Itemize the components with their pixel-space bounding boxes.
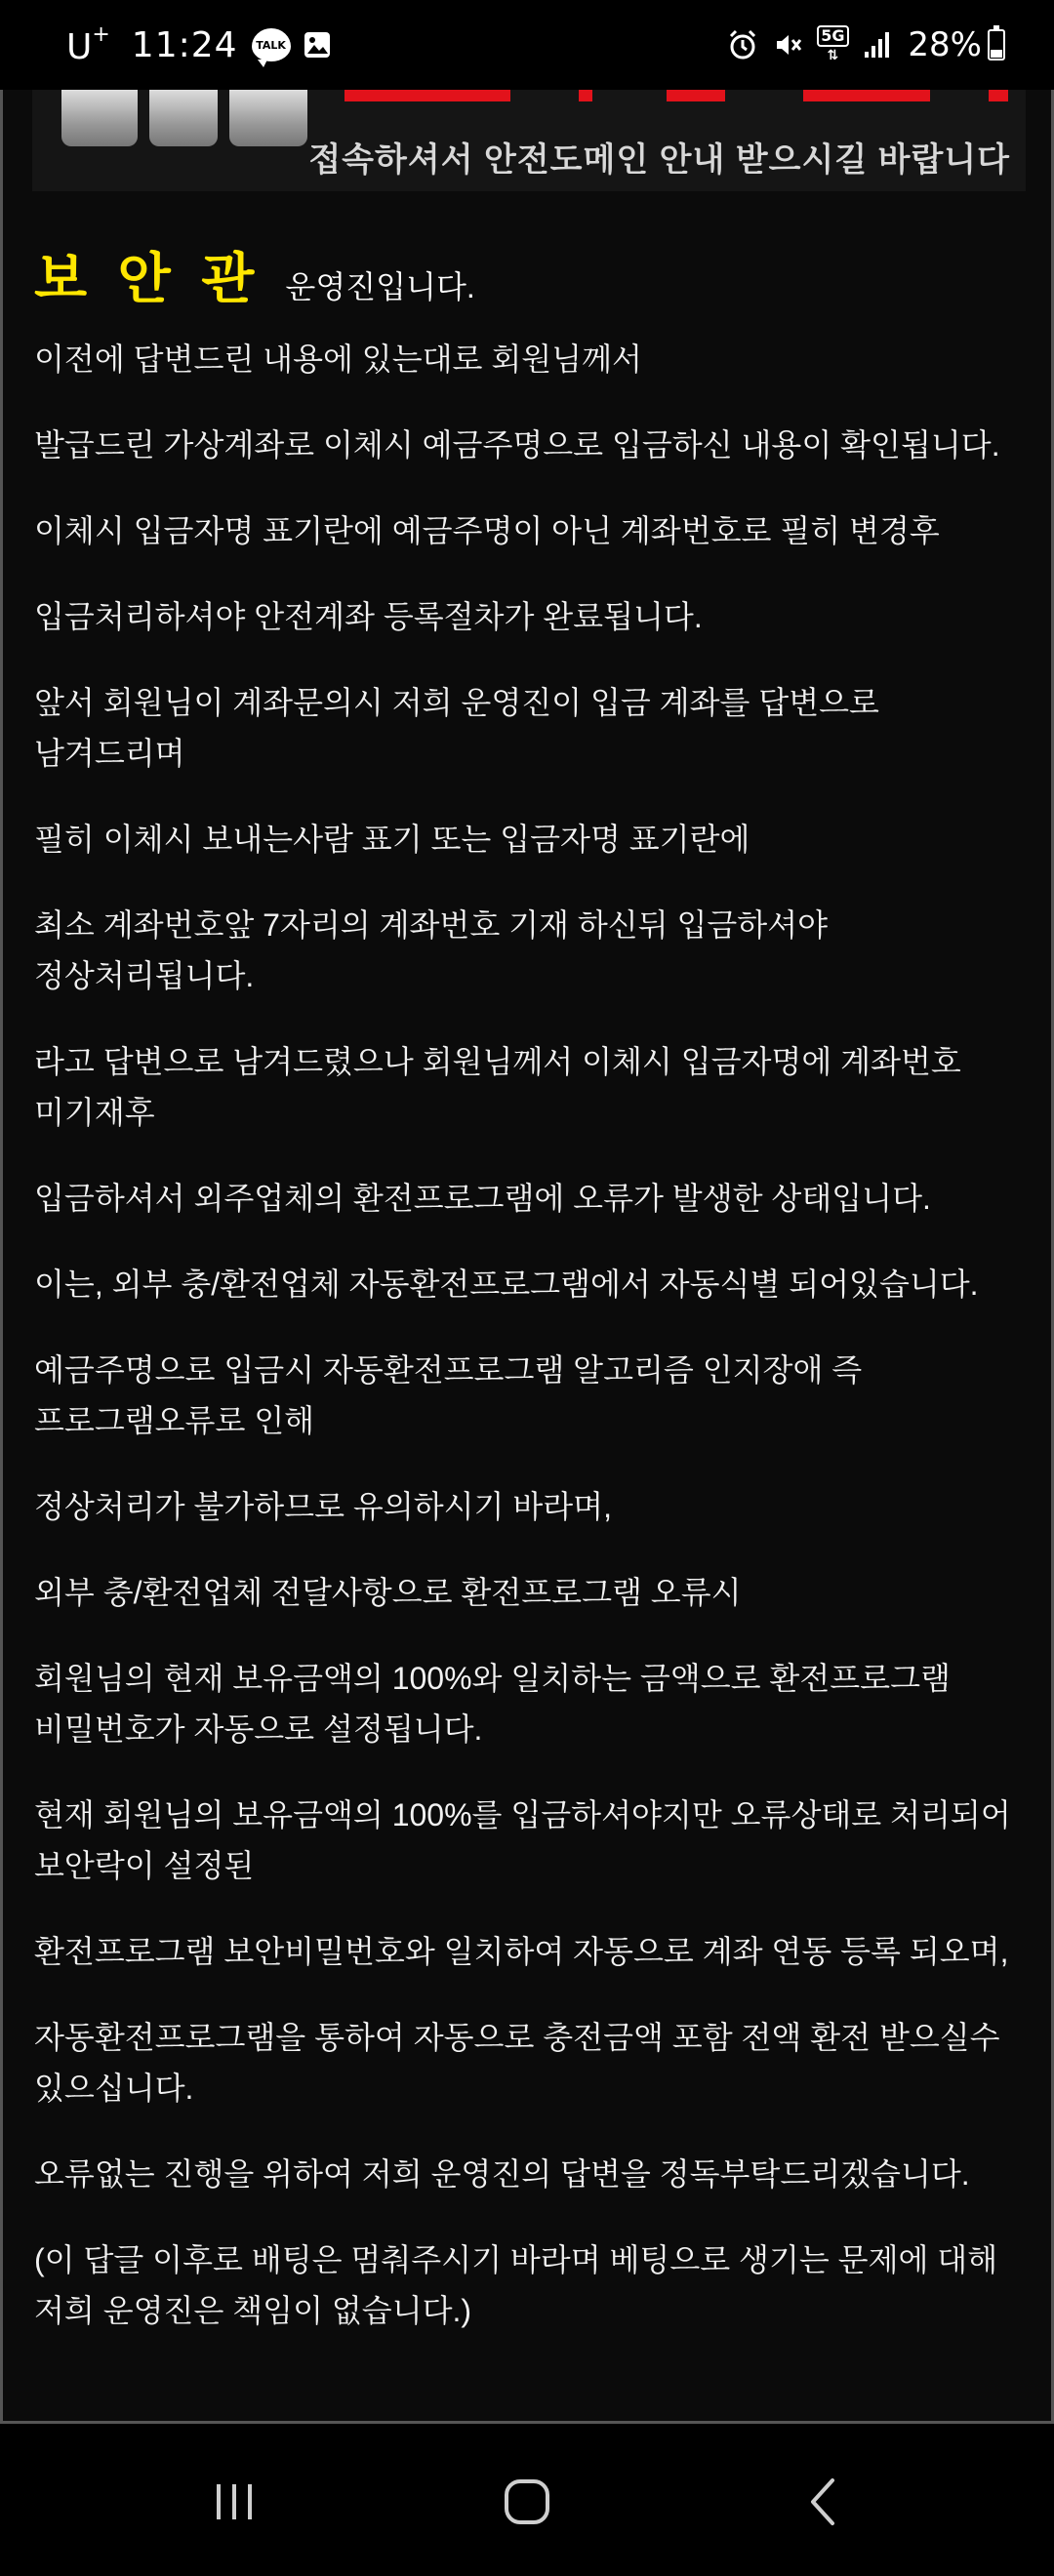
banner-accent [989, 90, 1008, 101]
brand-name: 보 안 관 [34, 248, 263, 309]
message-body [34, 236, 1020, 2371]
back-icon [795, 2473, 854, 2531]
message-paragraph: 현재 회원님의 보유금액의 100%를 입금하셔야지만 오류상태로 처리되어 보안락이 설정된 [34, 1797, 1011, 1883]
message-paragraph: 입금하셔서 외주업체의 환전프로그램에 오류가 발생한 상태입니다. [34, 1181, 931, 1216]
message-paragraph: 입금처리하셔야 안전계좌 등록절차가 완료됩니다. [34, 599, 703, 634]
navigation-bar [0, 2424, 1054, 2576]
banner-accent [803, 90, 930, 101]
message-paragraph: 정상처리가 불가하므로 유의하시기 바라며, [34, 1489, 612, 1524]
message-paragraph: 라고 답변으로 남겨드렸으나 회원님께서 이체시 입금자명에 계좌번호 미기재후 [34, 1044, 961, 1130]
message-paragraph: 환전프로그램 보안비밀번호와 일치하여 자동으로 계좌 연동 등록 되오며, [34, 1934, 1009, 1969]
message-paragraph: 외부 충/환전업체 전달사항으로 환전프로그램 오류시 [34, 1575, 742, 1610]
alarm-icon [726, 28, 759, 61]
status-bar [0, 0, 1054, 90]
back-button[interactable] [786, 2463, 864, 2541]
message-paragraph: 이체시 입금자명 표기란에 예금주명이 아닌 계좌번호로 필히 변경후 [34, 513, 940, 548]
message-paragraph: 발급드린 가상계좌로 이체시 예금주명으로 입금하신 내용이 확인됩니다. [34, 427, 1000, 463]
5g-icon: 5G ⇅ [816, 25, 849, 64]
message-paragraph: 예금주명으로 입금시 자동환전프로그램 알고리즘 인지장애 즉 프로그램오류로 인해 [34, 1352, 863, 1438]
home-icon [498, 2473, 556, 2531]
signal-icon [861, 28, 894, 61]
mute-icon [771, 28, 804, 61]
recents-button[interactable] [195, 2463, 273, 2541]
greeting-text: 운영진입니다. [285, 269, 475, 304]
message-paragraph: 이는, 외부 충/환전업체 자동환전프로그램에서 자동식별 되어있습니다. [34, 1267, 979, 1302]
message-view[interactable] [0, 90, 1054, 2424]
gallery-icon [303, 30, 332, 60]
battery-percent: 28% [908, 25, 982, 64]
carrier-label: U+ [66, 22, 110, 67]
message-paragraph: 필히 이체시 보내는사람 표기 또는 입금자명 표기란에 [34, 822, 750, 857]
banner-accent [579, 90, 592, 101]
banner-image[interactable] [32, 90, 1026, 191]
message-paragraph: 앞서 회원님이 계좌문의시 저희 운영진이 입금 계좌를 답변으로 남겨드리며 [34, 685, 879, 771]
banner-accent [667, 90, 725, 101]
message-paragraph: 자동환전프로그램을 통하여 자동으로 충전금액 포함 전액 환전 받으실수 있으십니다. [34, 2020, 1000, 2106]
banner-accent [345, 90, 510, 101]
message-paragraph: (이 답글 이후로 배팅은 멈춰주시기 바라며 베팅으로 생기는 문제에 대해 저희 운영진은 책임이 없습니다.) [34, 2242, 998, 2328]
banner-logo-graphic [61, 90, 315, 148]
paragraph-list [34, 334, 1020, 2336]
talk-icon: TALK [252, 28, 291, 61]
battery-icon [988, 29, 1005, 60]
greeting-line [34, 236, 1020, 314]
message-paragraph: 회원님의 현재 보유금액의 100%와 일치하는 금액으로 환전프로그램 비밀번호가 자동으로 설정됩니다. [34, 1661, 951, 1747]
home-button[interactable] [488, 2463, 566, 2541]
banner-text: 접속하셔서 안전도메인 안내 받으시길 바랍니다 [308, 141, 1010, 179]
message-paragraph: 최소 계좌번호앞 7자리의 계좌번호 기재 하신뒤 입금하셔야 정상처리됩니다. [34, 907, 829, 993]
status-time: 11:24 [131, 24, 238, 65]
message-paragraph: 이전에 답변드린 내용에 있는대로 회원님께서 [34, 342, 642, 377]
message-paragraph: 오류없는 진행을 위하여 저희 운영진의 답변을 정독부탁드리겠습니다. [34, 2156, 970, 2192]
recents-icon [205, 2473, 264, 2531]
